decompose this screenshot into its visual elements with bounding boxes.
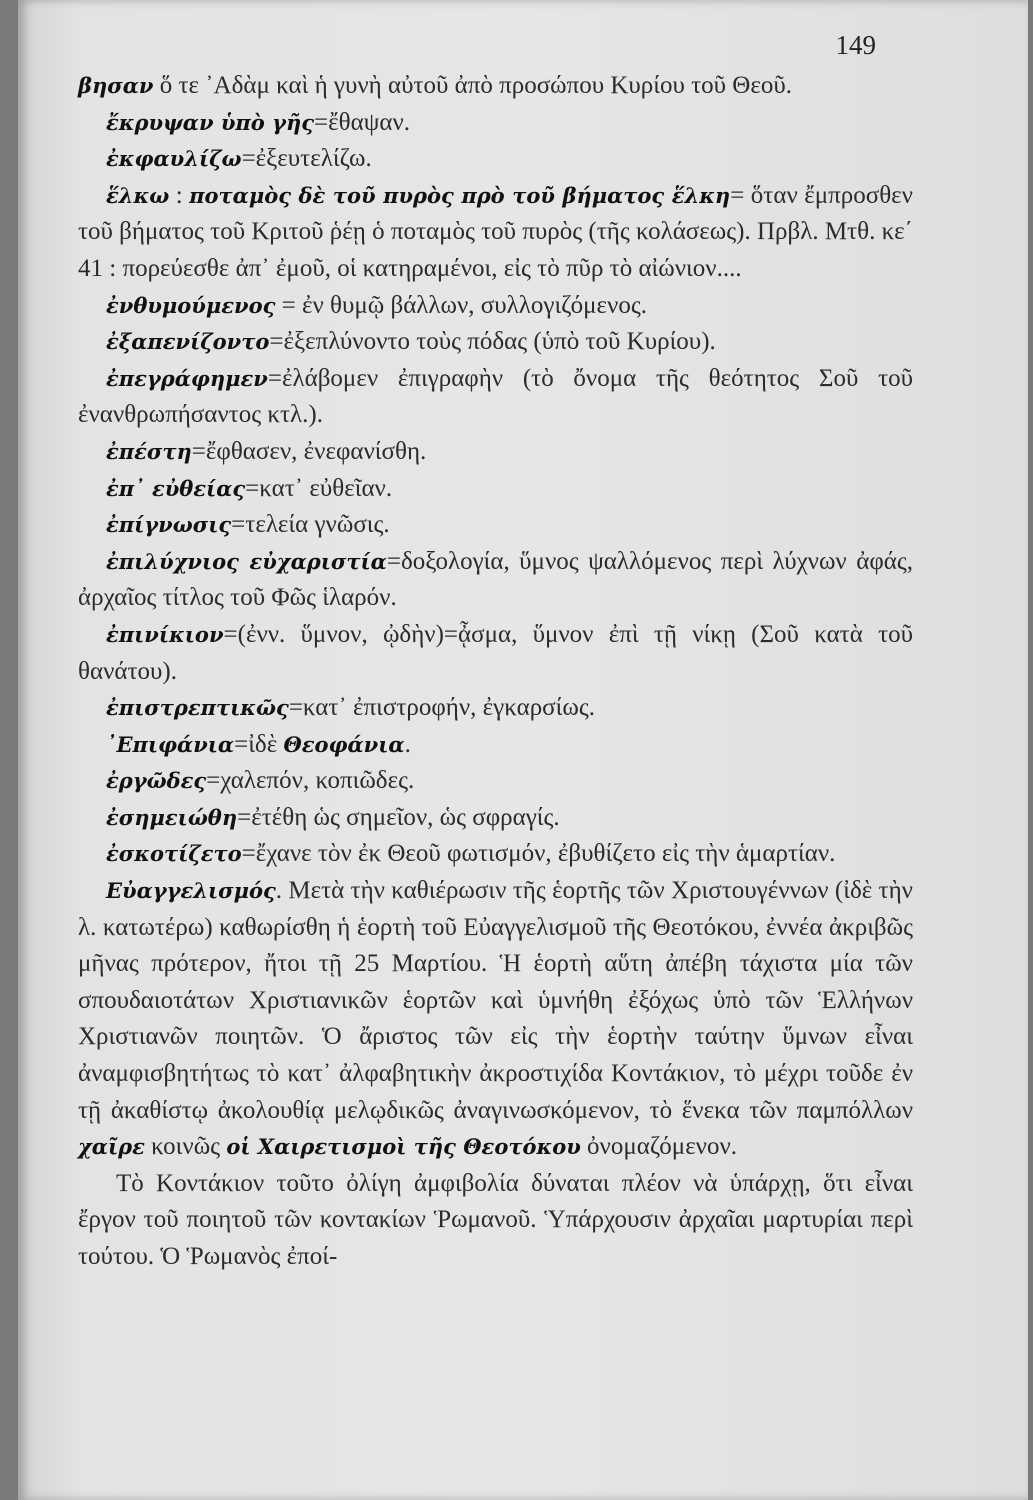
text-paragraph	[78, 507, 913, 544]
paragraph-text: =ἔχανε τὸν ἐκ Θεοῦ φωτισμόν, ἐβυθίζετο εἰς τὴν ἁμαρτίαν.	[241, 840, 836, 868]
glossary-term: οἱ Χαιρετισμοὶ τῆς Θεοτόκου	[226, 1134, 581, 1160]
text-paragraph	[78, 727, 913, 764]
glossary-term: ἐσημειώθη	[106, 804, 238, 830]
text-paragraph	[78, 1166, 913, 1276]
text-paragraph	[78, 361, 913, 434]
glossary-term: ἐπιστρεπτικῶς	[106, 695, 289, 721]
glossary-term: Θεοφάνια	[283, 731, 405, 757]
paragraph-text: ὀνομαζόμενον.	[580, 1133, 738, 1161]
paragraph-text: Τὸ Κοντάκιον τοῦτο ὀλίγη ἀμφιβολία δύναται πλέον νὰ ὑπάρχῃ, ὅτι εἶναι ἔργον τοῦ ποιητοῦ τῶν κοντακίων Ῥωμανοῦ. Ὑπάρχουσιν ἀρχαῖαι μαρτυρίαι περὶ τούτου. Ὁ Ῥωμανὸς ἐποί-	[78, 1169, 913, 1270]
paragraph-text: .	[404, 730, 411, 758]
text-paragraph	[78, 544, 913, 617]
glossary-term: Εὐαγγελισμός	[106, 878, 276, 904]
paragraph-text: =ἔφθασεν, ἐνεφανίσθη.	[191, 437, 427, 465]
paragraph-text: =ἔθαψαν.	[314, 108, 411, 136]
text-paragraph	[78, 68, 913, 105]
glossary-term: ἐργῶδες	[106, 768, 207, 794]
text-paragraph	[78, 324, 913, 361]
text-paragraph	[78, 471, 913, 508]
paragraph-text: =χαλεπόν, κοπιῶδες.	[206, 767, 415, 795]
paragraph-text: =ἐτέθη ὡς σημεῖον, ὡς σφραγίς.	[237, 803, 560, 831]
glossary-term: βησαν	[78, 73, 154, 98]
glossary-term: ἐνθυμούμενος	[106, 292, 276, 318]
text-paragraph	[78, 141, 913, 178]
text-paragraph	[78, 617, 913, 690]
text-paragraph	[78, 178, 913, 288]
glossary-term: ᾿Επιφάνια	[106, 731, 235, 757]
text-paragraph	[78, 873, 913, 1166]
text-paragraph	[78, 288, 913, 325]
paragraph-text: =ἰδὲ	[234, 730, 284, 758]
paragraph-text: =κατ᾿ εὐθεῖαν.	[245, 474, 393, 502]
glossary-term: ἔκρυψαν ὑπὸ γῆς	[106, 109, 315, 135]
glossary-term: ἐπ᾿ εὐθείας	[106, 475, 246, 501]
paragraph-text: =ἐξευτελίζω.	[241, 145, 372, 173]
paragraph-text: = ὅταν ἔμπροσθεν τοῦ βήματος τοῦ Κριτοῦ ῥέῃ ὁ ποταμὸς τοῦ πυρὸς (τῆς κολάσεως). Πρβλ. Μτθ. κε΄ 41 : πορεύεσθε ἀπ᾿ ἐμοῦ, οἱ κατηραμένοι, εἰς τὸ πῦρ τὸ αἰώνιον....	[78, 181, 913, 282]
paragraph-text: =δοξολογία, ὕμνος ψαλλόμενος περὶ λύχνων ἀφάς, ἀρχαῖος τίτλος τοῦ Φῶς ἱλαρόν.	[78, 547, 913, 612]
paragraph-text: = ἐν θυμῷ βάλλων, συλλογιζόμενος.	[275, 291, 647, 319]
glossary-term: ἐπεγράφημεν	[106, 365, 268, 391]
glossary-term: ἐξαπενίζοντο	[106, 329, 270, 355]
glossary-term: ἐσκοτίζετο	[106, 841, 242, 867]
text-paragraph	[78, 434, 913, 471]
paragraph-text: =κατ᾿ ἐπιστροφήν, ἐγκαρσίως.	[288, 694, 595, 722]
glossary-term: ἐκφαυλίζω	[106, 146, 242, 172]
paragraph-text: . Μετὰ τὴν καθιέρωσιν τῆς ἑορτῆς τῶν Χριστουγέννων (ἰδὲ τὴν λ. κατωτέρω) καθωρίσθη ἡ ἑορτὴ τοῦ Εὐαγγελισμοῦ τῆς Θεοτόκου, ἐννέα ἀκριβῶς μῆνας πρότερον, ἤτοι τῇ 25 Μαρτίου. Ἡ ἑορτὴ αὕτη ἀπέβη τάχιστα μία τῶν σπουδαιοτάτων Χριστιανικῶν ἑορτῶν καὶ ὑμνήθη ἐξόχως ὑπὸ τῶν Ἑλλήνων Χριστιανῶν ποιητῶν. Ὁ ἄριστος τῶν εἰς τὴν ἑορτὴν ταύτην ὕμνων εἶναι ἀναμφισβητήτως τὸ κατ᾿ ἀλφαβητικὴν ἀκροστιχίδα Κοντάκιον, τὸ μέχρι τοῦδε ἐν τῇ ἀκαθίστῳ ἀκολουθίᾳ μελῳδικῶς ἀναγινωσκόμενον, τὸ ἕνεκα τῶν παμπόλλων	[78, 877, 913, 1124]
glossary-term: ἐπίγνωσις	[106, 512, 232, 538]
paragraph-text: :	[169, 181, 190, 209]
glossary-term: ἐπινίκιον	[106, 621, 224, 647]
paragraph-text: ὅ τε ᾿Αδὰμ καὶ ἡ γυνὴ αὐτοῦ ἀπὸ προσώπου Κυρίου τοῦ Θεοῦ.	[153, 72, 792, 99]
paragraph-text: =τελεία γνῶσις.	[231, 511, 390, 539]
paragraph-text: =ἐξεπλύνοντο τοὺς πόδας (ὑπὸ τοῦ Κυρίου).	[269, 328, 716, 356]
paragraph-text: κοινῶς	[144, 1133, 227, 1161]
book-page	[18, 0, 1028, 1500]
text-paragraph	[78, 800, 913, 837]
glossary-term: ποταμὸς δὲ τοῦ πυρὸς πρὸ τοῦ βήματος ἕλκη	[189, 182, 731, 208]
text-paragraph	[78, 690, 913, 727]
page-number: 149	[835, 30, 876, 60]
paragraph-text: =ἐλάβομεν ἐπιγραφὴν (τὸ ὄνομα τῆς θεότητος Σοῦ τοῦ ἐνανθρωπήσαντος κτλ.).	[78, 364, 913, 429]
glossary-term: ἐπιλύχνιος εὐχαριστία	[106, 548, 387, 574]
glossary-term: ἕλκω	[106, 182, 170, 208]
text-paragraph	[78, 105, 913, 142]
text-paragraph	[78, 763, 913, 800]
glossary-term: ἐπέστη	[106, 438, 192, 464]
paragraph-text: =(ἐνν. ὕμνον, ᾠδὴν)=ᾆσμα, ὕμνον ἐπὶ τῇ νίκῃ (Σοῦ κατὰ τοῦ θανάτου).	[78, 620, 913, 685]
text-paragraph	[78, 836, 913, 873]
glossary-term: χαῖρε	[78, 1134, 145, 1160]
page-text	[78, 68, 913, 1276]
